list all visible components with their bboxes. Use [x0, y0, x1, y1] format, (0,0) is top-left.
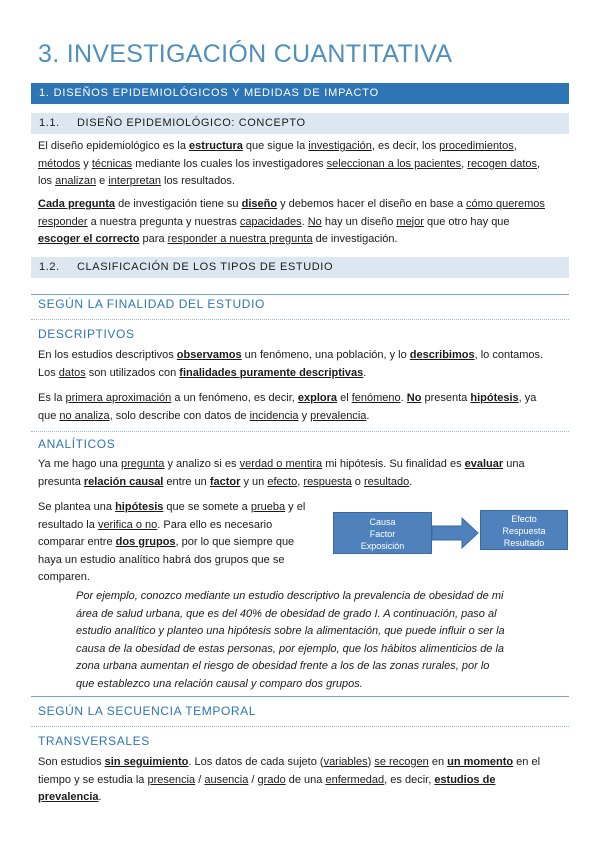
section-label: DISEÑO EPIDEMIOLÓGICO: CONCEPTO: [77, 117, 306, 129]
section-number: 1.2.: [39, 261, 60, 273]
section-heading-1-2: [31, 257, 569, 278]
divider: [31, 319, 569, 320]
cause-box: Causa Factor Exposición: [333, 512, 432, 554]
paragraph-concept: El diseño epidemiológico es la estructura que sigue la investigación, es decir, los procedimientos, métodos y técnicas mediante los cuales los investigadores seleccionan a los pacientes, recogen datos, los analizan e interpretan los resultados.: [38, 140, 541, 187]
divider: [31, 431, 569, 432]
heading-secuencia: SEGÚN LA SECUENCIA TEMPORAL: [38, 704, 257, 718]
paragraph-descriptivos-2: Es la primera aproximación a un fenómeno, es decir, explora el fenómeno. No presenta hipótesis, ya que no analiza, solo describe con datos de incidencia y prevalencia.: [38, 392, 537, 422]
section-label: CLASIFICACIÓN DE LOS TIPOS DE ESTUDIO: [77, 261, 334, 273]
divider: [31, 294, 569, 295]
section-heading-1: 1. DISEÑOS EPIDEMIOLÓGICOS Y MEDIDAS DE IMPACTO: [31, 83, 569, 104]
effect-box: Efecto Respuesta Resultado: [480, 510, 568, 550]
heading-finalidad: SEGÚN LA FINALIDAD DEL ESTUDIO: [38, 297, 265, 311]
heading-descriptivos: DESCRIPTIVOS: [38, 327, 135, 341]
section-number: 1.1.: [39, 117, 60, 129]
heading-analiticos: ANALÍTICOS: [38, 437, 116, 451]
arrow-right-icon: [432, 516, 480, 550]
paragraph-descriptivos-1: En los estudios descriptivos observamos un fenómeno, una población, y lo describimos, lo contamos. Los datos son utilizados con finalidades puramente descriptivas.: [38, 349, 544, 379]
example-paragraph: Por ejemplo, conozco mediante un estudio descriptivo la prevalencia de obesidad de mi área de salud urbana, que es del 40% de obesidad de grado I. A continuación, paso al estudio analítico y planteo una hipótesis sobre la alimentación, que puede influir o ser la causa de la obesidad de estas personas, por ejemplo, que los hábitos alimenticios de la zona urbana aumentan el riesgo de obesidad frente a los de las zonas rurales, por lo que establezco una relación causal y comparo dos grupos.: [76, 590, 505, 690]
section-heading-1-1: [31, 113, 569, 134]
paragraph-analiticos-2: Se plantea una hipótesis que se somete a prueba y el resultado la verifica o no. Para ello es necesario comparar entre dos grupos, por lo que siempre que haya un estudio analítico habrá dos grupos que se comparen.: [38, 501, 306, 583]
heading-transversales: TRANSVERSALES: [38, 734, 150, 748]
paragraph-design: Cada pregunta de investigación tiene su diseño y debemos hacer el diseño en base a cómo queremos responder a nuestra pregunta y nuestras capacidades. No hay un diseño mejor que otro hay que escoger el correcto para responder a nuestra pregunta de investigación.: [38, 198, 545, 245]
paragraph-analiticos-1: Ya me hago una pregunta y analizo si es verdad o mentira mi hipótesis. Su finalidad es evaluar una presunta relación causal entre un factor y un efecto, respuesta o resultado.: [38, 458, 525, 488]
divider: [31, 696, 569, 697]
paragraph-transversales: Son estudios sin seguimiento. Los datos de cada sujeto (variables) se recogen en un momento en el tiempo y se estudia la presencia / ausencia / grado de una enfermedad, es decir, estudios de prevalencia.: [38, 756, 541, 803]
page-title: 3. INVESTIGACIÓN CUANTITATIVA: [38, 40, 453, 68]
divider: [31, 726, 569, 727]
